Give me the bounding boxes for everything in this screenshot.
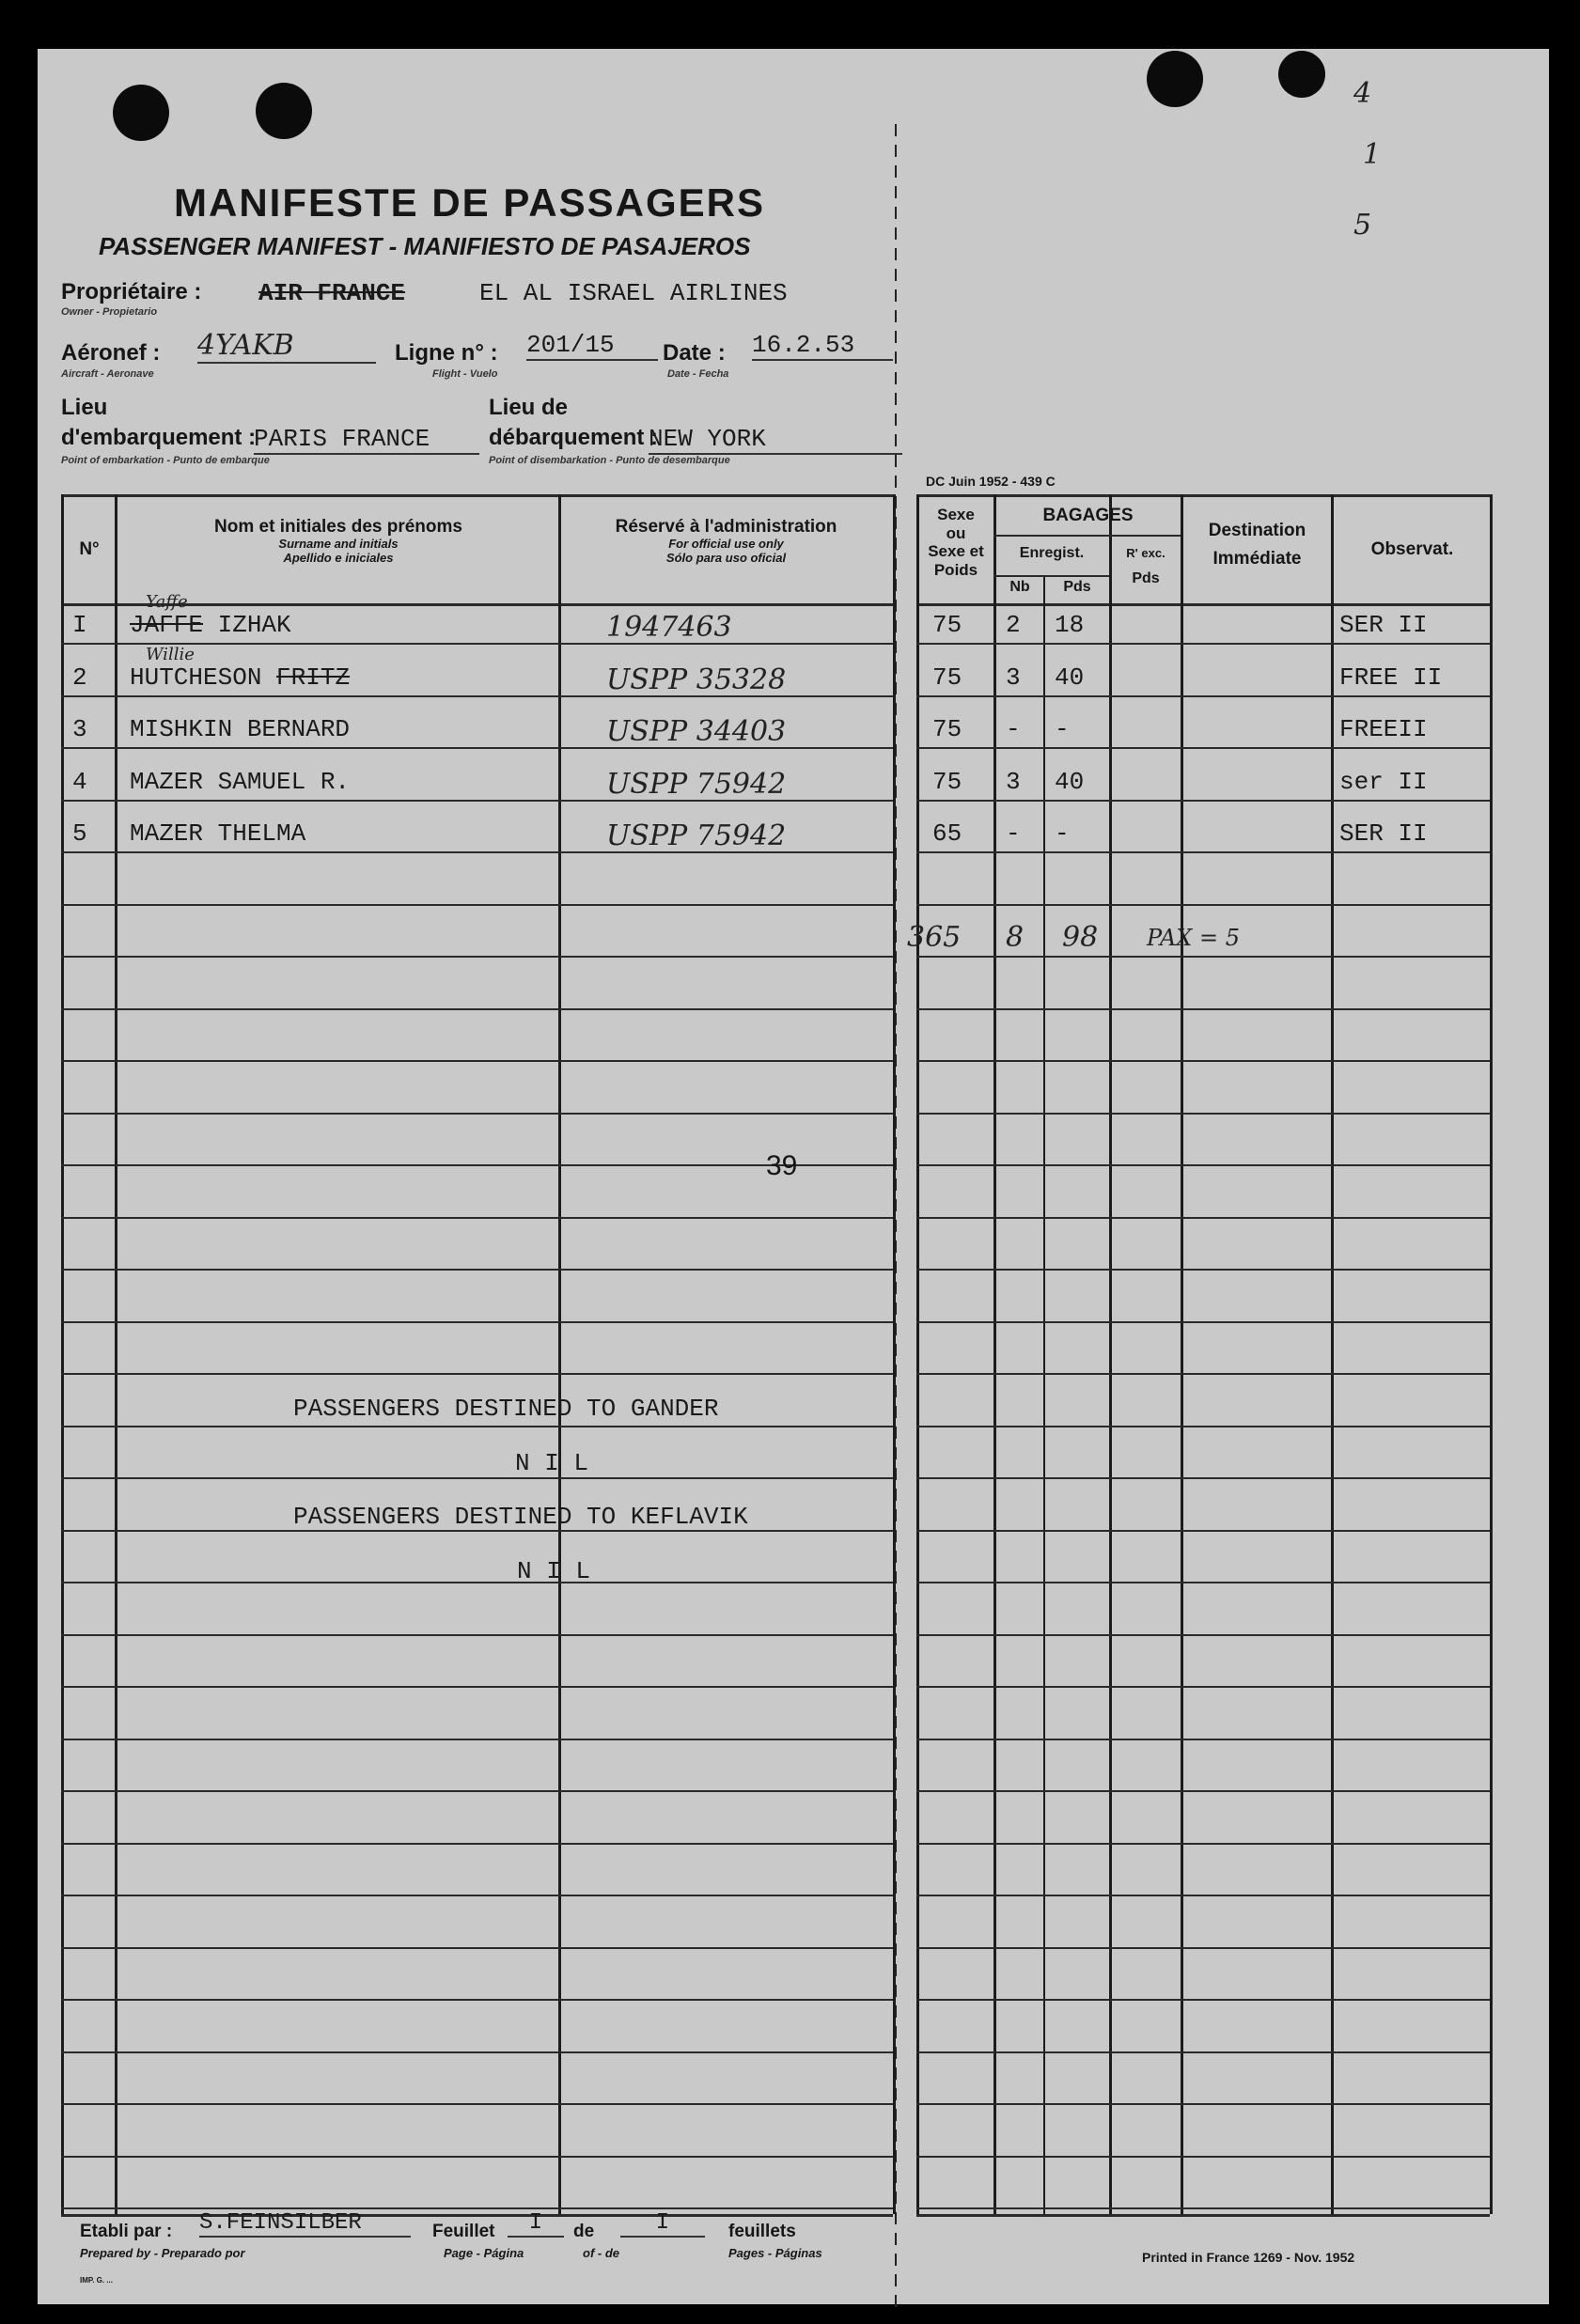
row-observ: FREEII [1339, 715, 1428, 743]
row-rule [61, 1895, 893, 1896]
flight-label: Ligne n° : [395, 340, 498, 366]
row-admin: USPP 75942 [606, 819, 787, 852]
row-rule [916, 1843, 1490, 1845]
table-top-left [61, 494, 893, 497]
row-rule [916, 2051, 1490, 2053]
row-no: I [72, 611, 87, 639]
col-header-nb: Nb [1009, 579, 1030, 595]
row-weight: 75 [932, 768, 962, 796]
feuillets-label: feuillets [728, 2222, 796, 2241]
punch-hole [113, 85, 169, 141]
total-weight: 365 [907, 921, 962, 954]
imprint: IMP. G. ... [80, 2276, 113, 2285]
owner-label: Propriétaire : [61, 279, 202, 304]
printed-note: Printed in France 1269 - Nov. 1952 [1142, 2250, 1355, 2265]
feuillet-label: Feuillet [432, 2222, 495, 2241]
row-rule [916, 1164, 1490, 1166]
row-rule [916, 1426, 1490, 1427]
row-rule [61, 1008, 893, 1010]
row-rule [916, 2207, 1490, 2209]
date-sublabel: Date - Fecha [667, 368, 729, 380]
col-line [1109, 494, 1112, 2214]
row-no: 2 [72, 663, 87, 692]
disembark-value: NEW YORK [649, 425, 902, 455]
de-label: de [573, 2222, 595, 2241]
note-gander: PASSENGERS DESTINED TO GANDER [293, 1395, 719, 1423]
page-sublabel: Page - Página [444, 2246, 524, 2260]
embark-label-2: d'embarquement : [61, 425, 257, 450]
row-pds: - [1055, 715, 1070, 743]
row-name-note: Willie [146, 645, 195, 664]
prepared-sublabel: Prepared by - Preparado por [80, 2246, 245, 2260]
disembark-label-2: débarquement : [489, 425, 659, 450]
table-bottom-left [61, 2214, 893, 2217]
row-admin: USPP 35328 [606, 663, 787, 696]
row-weight: 75 [932, 663, 962, 692]
owner-struck: AIR FRANCE [258, 279, 406, 307]
embark-value: PARIS FRANCE [254, 425, 479, 455]
row-rule [916, 1790, 1490, 1792]
row-rule [916, 1373, 1490, 1375]
margin-mark: 4 [1353, 77, 1372, 110]
punch-hole [1147, 51, 1203, 107]
pages-sublabel: Pages - Páginas [728, 2246, 822, 2260]
row-name: MAZER THELMA [130, 819, 306, 848]
row-rule [61, 956, 893, 958]
col-header-destination: Destination Immédiate [1208, 521, 1306, 569]
row-observ: ser II [1339, 768, 1428, 796]
row-no: 4 [72, 768, 87, 796]
flight-sublabel: Flight - Vuelo [432, 368, 498, 380]
col-header-name: Nom et initiales des prénoms Surname and initials Apellido e iniciales [214, 517, 462, 565]
row-rule [916, 904, 1490, 906]
row-rule [916, 1686, 1490, 1688]
row-pds: 40 [1055, 768, 1085, 796]
row-rule [916, 1113, 1490, 1115]
owner-sublabel: Owner - Propietario [61, 306, 158, 318]
bagages-rule [993, 535, 1181, 537]
row-rule [61, 1686, 893, 1688]
col-line [115, 494, 117, 2214]
flight-value: 201/15 [526, 331, 658, 361]
row-rule [61, 2156, 893, 2158]
row-rule [916, 695, 1490, 697]
total-nb: 8 [1006, 921, 1025, 954]
header-bottom-right [916, 603, 1490, 606]
row-rule [916, 1530, 1490, 1532]
row-name: JAFFE IZHAK [130, 611, 291, 639]
row-nb: 3 [1006, 768, 1021, 796]
row-rule [916, 2156, 1490, 2158]
row-rule [61, 1999, 893, 2001]
row-name: HUTCHESON FRITZ [130, 663, 351, 692]
col-line [916, 494, 919, 2214]
row-observ: SER II [1339, 611, 1428, 639]
aircraft-sublabel: Aircraft - Aeronave [61, 368, 154, 380]
disembark-label-1: Lieu de [489, 395, 569, 420]
embark-label-1: Lieu [61, 395, 108, 420]
col-line [1181, 494, 1183, 2214]
of-sublabel: of - de [583, 2246, 619, 2260]
col-line [1490, 494, 1493, 2214]
row-rule [61, 1947, 893, 1949]
row-admin: USPP 34403 [606, 715, 787, 748]
row-rule [916, 747, 1490, 749]
form-code: DC Juin 1952 - 439 C [926, 474, 1056, 489]
col-line [558, 494, 561, 2214]
col-line [893, 494, 896, 2214]
row-admin: 1947463 [606, 611, 732, 644]
row-rule [916, 1321, 1490, 1323]
manifest-sheet [38, 49, 1549, 2304]
row-weight: 75 [932, 715, 962, 743]
embark-sublabel: Point of embarkation - Punto de embarque [61, 455, 270, 466]
row-rule [916, 643, 1490, 645]
row-rule [61, 1843, 893, 1845]
page-subtitle: PASSENGER MANIFEST - MANIFIESTO DE PASAJEROS [99, 232, 751, 260]
row-rule [61, 1217, 893, 1219]
punch-hole [256, 83, 312, 139]
date-label: Date : [663, 340, 726, 366]
aircraft-value: 4YAKB [197, 329, 376, 364]
row-admin: USPP 75942 [606, 768, 787, 801]
row-rule [61, 1060, 893, 1062]
row-rule [916, 1739, 1490, 1740]
row-rule [916, 800, 1490, 802]
row-weight: 75 [932, 611, 962, 639]
row-name-note: Yaffe [146, 592, 188, 612]
col-header-admin: Réservé à l'administration For official use only Sólo para uso oficial [615, 517, 837, 565]
owner-value: EL AL ISRAEL AIRLINES [479, 279, 788, 307]
table-top-right [916, 494, 1490, 497]
row-rule [61, 1790, 893, 1792]
row-rule [916, 2103, 1490, 2105]
row-nb: 2 [1006, 611, 1021, 639]
row-pds: - [1055, 819, 1070, 848]
row-rule [916, 851, 1490, 853]
row-nb: - [1006, 819, 1021, 848]
row-rule [61, 1113, 893, 1115]
row-rule [916, 1217, 1490, 1219]
row-rule [916, 1269, 1490, 1271]
note-gander-nil: N I L [515, 1449, 589, 1477]
row-weight: 65 [932, 819, 962, 848]
row-rule [61, 1269, 893, 1271]
row-rule [61, 2051, 893, 2053]
aircraft-label: Aéronef : [61, 340, 161, 366]
enregist-rule [993, 575, 1109, 577]
row-no: 3 [72, 715, 87, 743]
date-value: 16.2.53 [752, 331, 893, 361]
de-value: I [620, 2210, 705, 2238]
note-keflavik-nil: N I L [517, 1557, 591, 1585]
row-rule [61, 1582, 893, 1583]
row-pds: 40 [1055, 663, 1085, 692]
table-bottom-right [916, 2214, 1490, 2217]
page-number: 39 [766, 1150, 798, 1181]
row-rule [916, 1060, 1490, 1062]
col-header-pds: Pds [1063, 579, 1091, 595]
row-rule [916, 1008, 1490, 1010]
row-rule [61, 1426, 893, 1427]
row-rule [61, 1373, 893, 1375]
row-rule [61, 1739, 893, 1740]
col-line [61, 494, 64, 2214]
row-pds: 18 [1055, 611, 1085, 639]
margin-mark: 1 [1363, 138, 1382, 171]
row-no: 5 [72, 819, 87, 848]
col-header-no: N° [79, 539, 100, 559]
col-header-bagages: BAGAGES [1042, 506, 1134, 525]
row-rule [61, 1321, 893, 1323]
prepared-label: Etabli par : [80, 2222, 173, 2241]
col-header-enregist: Enregist. [1019, 545, 1085, 561]
punch-hole [1278, 51, 1325, 98]
row-rule [61, 1634, 893, 1636]
row-rule [916, 1999, 1490, 2001]
row-rule [61, 904, 893, 906]
total-pax: PAX = 5 [1147, 925, 1240, 951]
note-keflavik: PASSENGERS DESTINED TO KEFLAVIK [293, 1503, 748, 1531]
row-nb: - [1006, 715, 1021, 743]
col-header-sex: Sexe ou Sexe et Poids [928, 506, 984, 579]
row-observ: FREE II [1339, 663, 1443, 692]
col-line [993, 494, 996, 2214]
row-rule [916, 1947, 1490, 1949]
col-line [1331, 494, 1334, 2214]
row-observ: SER II [1339, 819, 1428, 848]
row-rule [916, 1477, 1490, 1479]
page-title: MANIFESTE DE PASSAGERS [174, 180, 765, 225]
col-header-observ: Observat. [1370, 539, 1454, 559]
row-rule [916, 1895, 1490, 1896]
col-header-excess: R' exc. Pds [1126, 546, 1165, 586]
feuillet-value: I [508, 2210, 564, 2238]
row-rule [61, 2103, 893, 2105]
row-rule [916, 1582, 1490, 1583]
row-rule [61, 2207, 893, 2209]
row-rule [916, 956, 1490, 958]
row-nb: 3 [1006, 663, 1021, 692]
total-pds: 98 [1062, 921, 1099, 954]
disembark-sublabel: Point of disembarkation - Punto de desembarque [489, 455, 730, 466]
row-rule [916, 1634, 1490, 1636]
prepared-value: S.FEINSILBER [199, 2210, 411, 2238]
col-line [1043, 575, 1045, 2214]
row-rule [61, 1477, 893, 1479]
margin-mark: 5 [1353, 209, 1372, 242]
row-name: MAZER SAMUEL R. [130, 768, 351, 796]
row-name: MISHKIN BERNARD [130, 715, 351, 743]
